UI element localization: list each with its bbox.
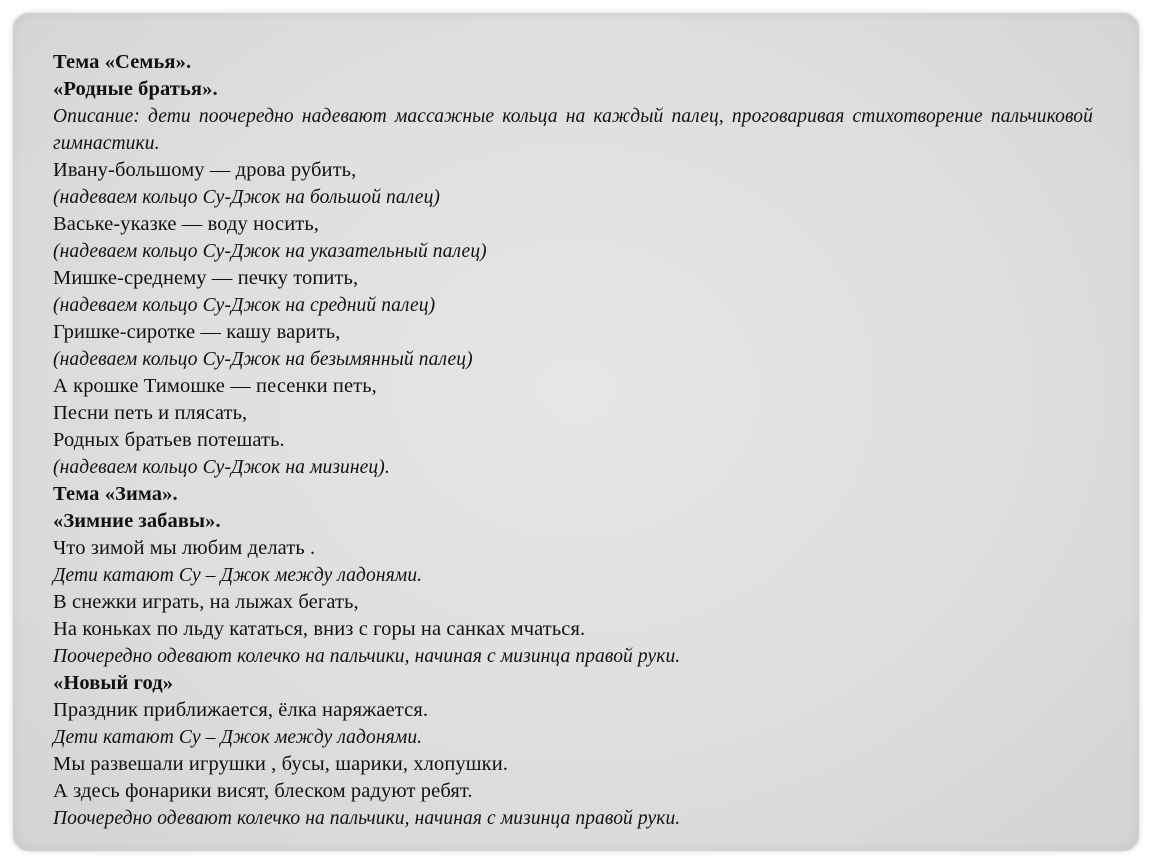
rhyme-instruction: (надеваем кольцо Су-Джок на мизинец). bbox=[53, 457, 390, 478]
rhyme-instruction: (надеваем кольцо Су-Джок на безымянный палец) bbox=[53, 349, 473, 370]
rhyme-line: Песни петь и плясать, bbox=[53, 402, 248, 424]
rhyme-instruction: Поочередно одевают колечко на пальчики, начиная с мизинца правой руки. bbox=[53, 646, 681, 667]
rhyme-line: Ивану-большому — дрова рубить, bbox=[53, 159, 357, 181]
rhyme-instruction: (надеваем кольцо Су-Джок на указательный палец) bbox=[53, 241, 487, 262]
rhyme-line: Мы развешали игрушки , бусы, шарики, хлопушки. bbox=[53, 753, 509, 775]
rhyme-instruction: Дети катают Су – Джок между ладонями. bbox=[53, 727, 423, 748]
rhyme-instruction: Дети катают Су – Джок между ладонями. bbox=[53, 565, 423, 586]
rhyme-line: На коньках по льду кататься, вниз с горы на санках мчаться. bbox=[53, 618, 586, 640]
rhyme-line: А крошке Тимошке — песенки петь, bbox=[53, 375, 377, 397]
text-block bbox=[53, 49, 1113, 832]
rhyme-line: Праздник приближается, ёлка наряжается. bbox=[53, 699, 429, 721]
rhyme-line: Родных братьев потешать. bbox=[53, 429, 285, 451]
rhyme-line: Ваське-указке — воду носить, bbox=[53, 213, 320, 235]
rhyme-line: А здесь фонарики висят, блеском радуют ребят. bbox=[53, 780, 473, 802]
rhyme-line: В снежки играть, на лыжах бегать, bbox=[53, 591, 359, 613]
rhyme-line: Что зимой мы любим делать . bbox=[53, 537, 316, 559]
rhyme-instruction: Поочередно одевают колечко на пальчики, начиная с мизинца правой руки. bbox=[53, 808, 681, 829]
family-rhyme-title: «Родные братья». bbox=[53, 78, 218, 100]
family-topic-heading: Тема «Семья». bbox=[53, 51, 192, 73]
slide-card bbox=[13, 13, 1139, 851]
rhyme-instruction: (надеваем кольцо Су-Джок на большой палец) bbox=[53, 187, 441, 208]
newyear-rhyme-title: «Новый год» bbox=[53, 672, 174, 694]
rhyme-line: Мишке-среднему — печку топить, bbox=[53, 267, 359, 289]
winter-rhyme-title: «Зимние забавы». bbox=[53, 510, 221, 532]
rhyme-line: Гришке-сиротке — кашу варить, bbox=[53, 321, 341, 343]
family-description: Описание: дети поочередно надевают массажные кольца на каждый палец, проговаривая стихотворение пальчиковой гимнастики. bbox=[53, 106, 1093, 154]
winter-topic-heading: Тема «Зима». bbox=[53, 483, 178, 505]
rhyme-instruction: (надеваем кольцо Су-Джок на средний палец) bbox=[53, 295, 436, 316]
